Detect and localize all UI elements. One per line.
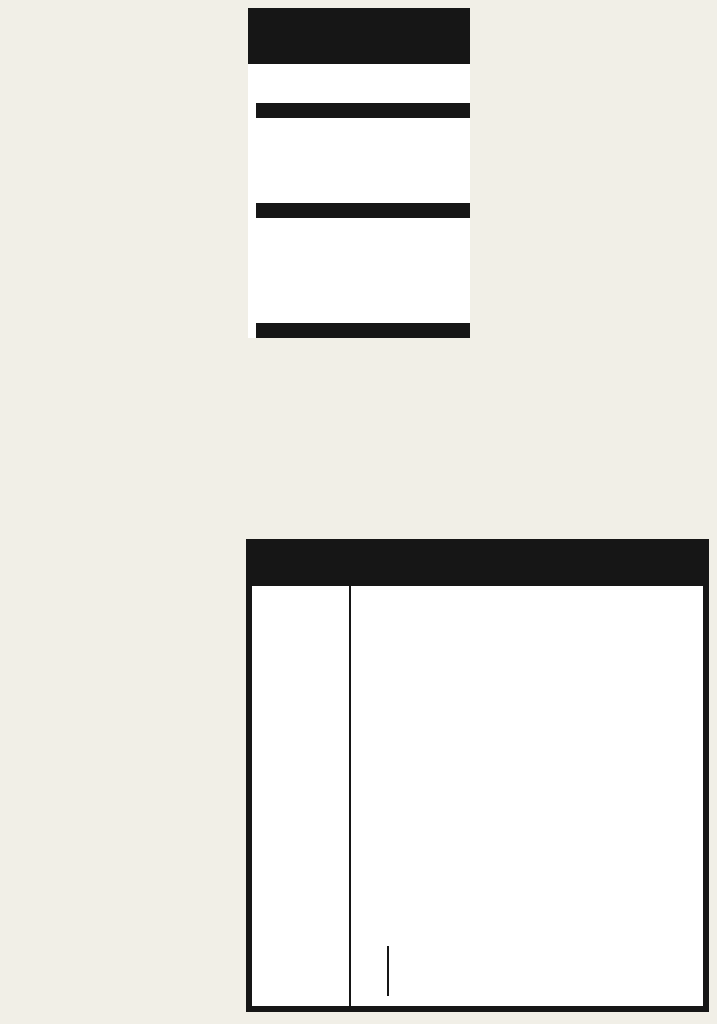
growth-bar-1944 — [256, 323, 470, 338]
label-divider — [349, 586, 351, 1006]
growth-bar-1940 — [256, 103, 470, 118]
ratio-usn-box — [353, 946, 389, 996]
growth-header — [248, 8, 470, 64]
box-scores-chart — [246, 539, 709, 1012]
growth-bar-1943 — [256, 203, 470, 218]
chart-body — [252, 586, 703, 1006]
growth-navy-air-arm-infographic — [248, 8, 470, 338]
growth-title-line1 — [248, 8, 470, 17]
left-column — [7, 0, 230, 6]
